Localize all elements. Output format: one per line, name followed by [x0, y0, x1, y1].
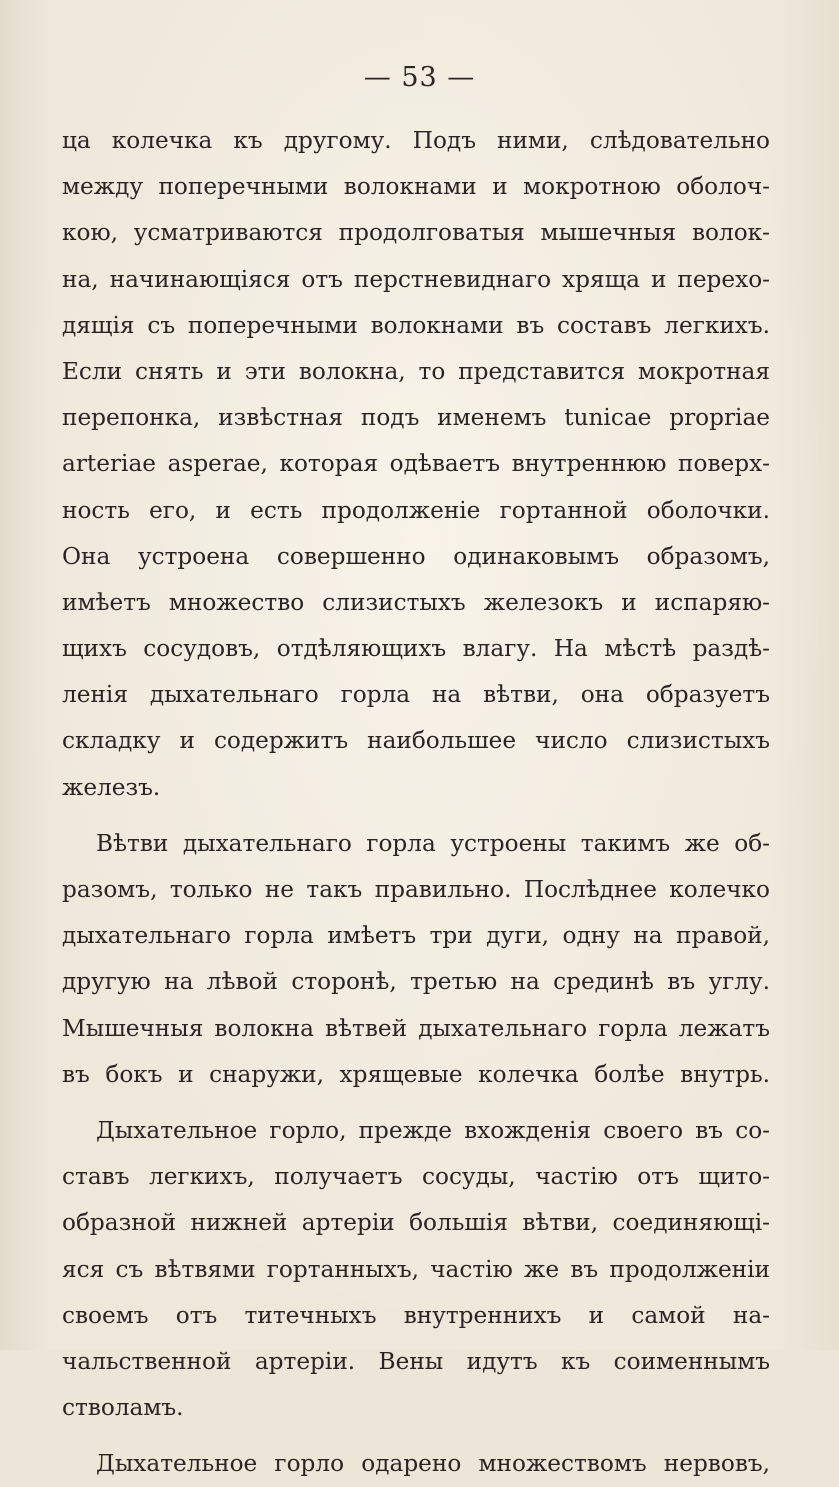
text-line: Мышечныя волокна вѣтвей дыхательнаго горла лежатъ — [62, 1014, 770, 1042]
text-line: Если снять и эти волокна, то представится мокротная — [62, 357, 770, 385]
page-number: — 53 — — [363, 62, 476, 93]
text-line: ность его, и есть продолженіе гортанной оболочки. — [62, 496, 770, 524]
text-line: разомъ, только не такъ правильно. Послѣднее колечко — [62, 876, 770, 903]
paragraph-1 — [62, 118, 770, 811]
text-line: Вѣтви дыхательнаго горла устроены такимъ же об- — [96, 829, 770, 857]
text-line: кою, усматриваются продолговатыя мышечныя волок- — [62, 219, 770, 247]
text-line: перепонка, извѣстная подъ именемъ tunicae propriae — [62, 404, 770, 432]
text-line: имѣетъ множество слизистыхъ железокъ и испаряю- — [62, 588, 770, 616]
text-line: ца колечка къ другому. Подъ ними, слѣдовательно — [62, 127, 770, 154]
text-line: Дыхательное горло одарено множествомъ нервовъ, — [96, 1450, 770, 1478]
text-line: яся съ вѣтвями гортанныхъ, частію же въ продолженіи — [62, 1255, 770, 1283]
text-line: дящія съ поперечными волокнами въ составъ легкихъ. — [62, 311, 770, 339]
text-line: стволамъ. — [62, 1394, 184, 1422]
text-line: чальственной артеріи. Вены идутъ къ соименнымъ — [62, 1347, 770, 1375]
text-line: образной нижней артеріи большія вѣтви, соединяющі- — [62, 1209, 770, 1237]
paragraph-2 — [62, 821, 770, 1098]
text-line: arteriae asperae, которая одѣваетъ внутреннюю поверх- — [62, 450, 770, 478]
text-line: дыхательнаго горла имѣетъ три дуги, одну на правой, — [62, 922, 770, 950]
text-line: ленія дыхательнаго горла на вѣтви, она образуетъ — [62, 681, 770, 709]
body-text — [62, 118, 770, 1487]
text-line: Дыхательное горло, прежде вхожденія своего въ со- — [96, 1116, 770, 1144]
text-line: между поперечными волокнами и мокротною оболоч- — [62, 173, 770, 201]
paragraph-3 — [62, 1108, 770, 1431]
paragraph-4 — [62, 1441, 770, 1487]
text-line: другую на лѣвой сторонѣ, третью на срединѣ въ углу. — [62, 968, 770, 996]
text-line: складку и содержитъ наибольшее число слизистыхъ — [62, 727, 770, 755]
text-line: щихъ сосудовъ, отдѣляющихъ влагу. На мѣстѣ раздѣ- — [62, 635, 770, 663]
text-line: на, начинающіяся отъ перстневиднаго хряща и перехо- — [62, 265, 770, 293]
text-line: Она устроена совершенно одинаковымъ образомъ, — [62, 542, 770, 570]
text-line: своемъ отъ титечныхъ внутреннихъ и самой на- — [62, 1301, 770, 1329]
text-line: железъ. — [62, 773, 161, 801]
text-line: ставъ легкихъ, получаетъ сосуды, частію отъ щито- — [62, 1163, 770, 1191]
text-line: въ бокъ и снаружи, хрящевые колечка болѣе внутрь. — [62, 1060, 770, 1088]
